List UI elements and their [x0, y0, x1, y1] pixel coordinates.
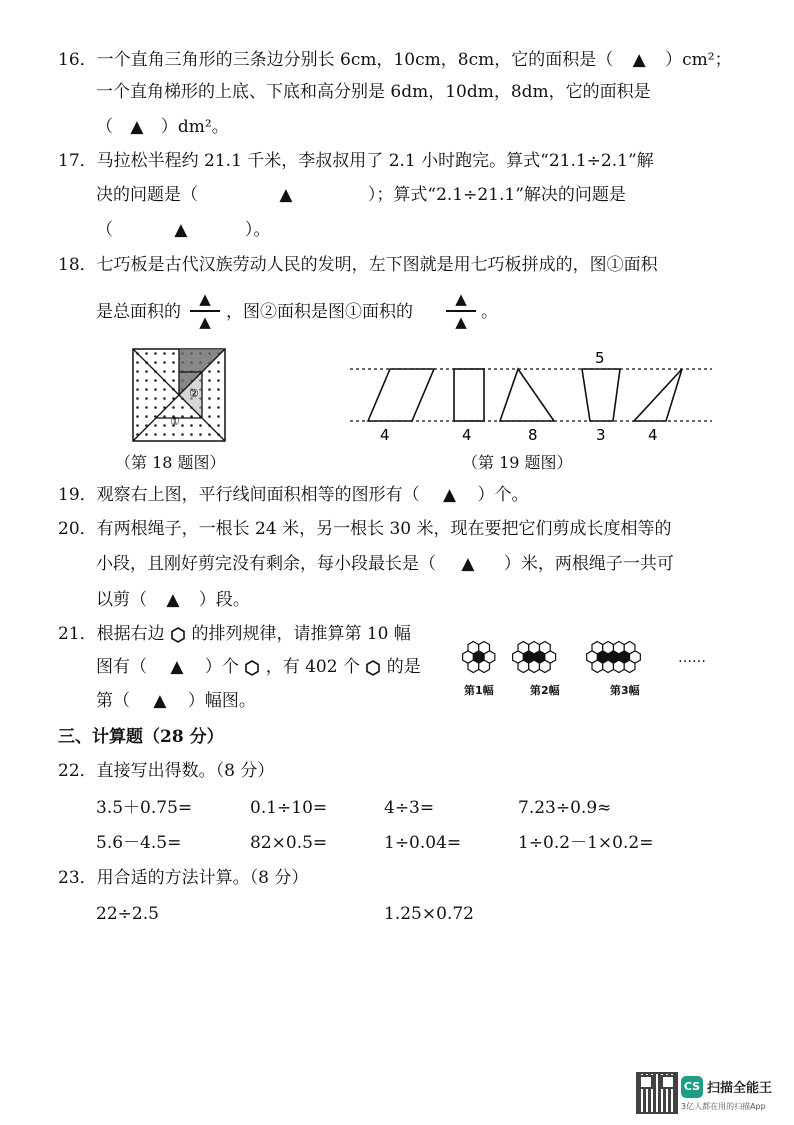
q17-text-2a: 决的问题是（: [96, 185, 198, 205]
answer-blank[interactable]: ▲: [632, 50, 646, 70]
q21-line3: [96, 690, 256, 712]
q20-line1: [58, 518, 672, 540]
q16-line3: [96, 116, 229, 138]
white-hexagon: [529, 642, 540, 654]
q18-text-2a: 是总面积的: [96, 302, 181, 322]
base-label-3: 8: [528, 426, 538, 444]
answer-blank: ▲: [455, 290, 467, 308]
q22-item: 82×0.5=: [250, 833, 328, 853]
white-hexagon: [479, 660, 490, 672]
q16-text-3a: （: [96, 117, 113, 137]
pattern-ellipsis: ……: [678, 650, 706, 666]
white-hexagon: [518, 642, 529, 654]
q19-text-a: 19．观察右上图，平行线间面积相等的图形有（: [58, 485, 420, 505]
base-label-1: 4: [380, 426, 390, 444]
q20-text-1: 20．有两根绳子，一根长 24 米，另一根长 30 米，现在要把它们剪成长度相等的: [58, 519, 672, 539]
answer-blank[interactable]: ▲: [174, 220, 188, 240]
white-hexagon: [518, 660, 529, 672]
answer-blank[interactable]: ▲: [130, 117, 144, 137]
q16-text-1: 16．一个直角三角形的三条边分别长 6cm，10cm，8cm，它的面积是（: [58, 50, 614, 70]
answer-blank[interactable]: ▲: [461, 554, 475, 574]
q22-item: 7.23÷0.9≈: [518, 798, 612, 818]
answer-blank[interactable]: ▲: [166, 590, 180, 610]
white-hexagon: [479, 642, 490, 654]
q16-line1: [58, 49, 732, 71]
q18-line1: [58, 254, 658, 276]
q16-text-3b: ）dm²。: [160, 117, 229, 137]
q22-item: 3.5＋0.75=: [96, 798, 193, 818]
q22-title: 22．直接写出得数。（8 分）: [58, 761, 275, 781]
white-hexagon: [613, 660, 624, 672]
white-hexagon: [592, 642, 603, 654]
q17-line1: [58, 150, 654, 172]
pattern-label-1: 第1幅: [464, 684, 494, 697]
q21-text-2d: 的是: [386, 657, 421, 677]
q17-text-3a: （: [96, 220, 113, 240]
q22-item: 4÷3=: [384, 798, 435, 818]
q20-text-2b: ）米，两根绳子一共可: [503, 554, 674, 574]
q22-item: 1÷0.2－1×0.2=: [518, 833, 654, 853]
footer-app-name: 扫描全能王: [707, 1081, 773, 1096]
q22-item: 0.1÷10=: [250, 798, 328, 818]
white-hexagon: [468, 642, 479, 654]
base-label-5: 4: [648, 426, 658, 444]
q23-item: 1.25×0.72: [384, 904, 474, 924]
hexagon-icon: [244, 660, 260, 676]
fraction-blank-2[interactable]: [446, 291, 476, 331]
section-heading: 三、计算题（28 分）: [58, 727, 224, 747]
q16-text-1b: ）cm²；: [665, 50, 732, 70]
white-hexagon: [613, 642, 624, 654]
q18-text-1: 18．七巧板是古代汉族劳动人民的发明，左下图就是用七巧板拼成的，图①面积: [58, 255, 658, 275]
q23-title: 23．用合适的方法计算。（8 分）: [58, 868, 309, 888]
q22-item: 1÷0.04=: [384, 833, 462, 853]
white-hexagon: [592, 660, 603, 672]
footer-tagline: 3亿人都在用的扫描App: [681, 1102, 766, 1111]
fraction-bar: [190, 310, 220, 312]
white-hexagon: [468, 660, 479, 672]
pattern-label-2: 第2幅: [530, 684, 560, 697]
white-hexagon: [539, 642, 550, 654]
qr-code-icon: [636, 1072, 678, 1114]
tangram-figure: [133, 349, 225, 441]
q21-text-2b: ）个: [204, 657, 239, 677]
q18-text-2c: 。: [481, 302, 498, 322]
q23-item: 22÷2.5: [96, 904, 159, 924]
tangram-label-2: ②: [189, 387, 199, 400]
q21-text-2c: ，有 402 个: [265, 657, 360, 677]
q19-line: [58, 484, 529, 506]
hexagon-icon: [365, 660, 381, 676]
q21-line1: [58, 623, 411, 645]
q18-text-2b: ，图②面积是图①面积的: [226, 302, 413, 322]
white-hexagon: [603, 660, 614, 672]
answer-blank: ▲: [199, 290, 211, 308]
white-hexagon: [624, 660, 635, 672]
q20-text-2a: 小段，且刚好剪完没有剩余，每小段最长是（: [96, 554, 436, 574]
q21-text-3b: ）幅图。: [187, 691, 256, 711]
q21-line2: [96, 656, 421, 678]
pattern-label-3: 第3幅: [610, 684, 640, 697]
fig18-caption: （第 18 题图）: [115, 453, 226, 472]
q20-text-3b: ）段。: [198, 590, 250, 610]
q21-text-3a: 第（: [96, 691, 130, 711]
hexagon-icon: [170, 627, 186, 643]
q16-line2: [96, 81, 651, 103]
answer-blank: ▲: [455, 312, 467, 331]
white-hexagon: [539, 660, 550, 672]
fraction-blank-1[interactable]: [190, 291, 220, 331]
base-label-2: 4: [462, 426, 472, 444]
camscanner-logo: CS: [681, 1076, 703, 1098]
tangram-label-1: ①: [170, 415, 180, 428]
q20-line2: [96, 553, 674, 575]
white-hexagon: [529, 660, 540, 672]
q16-text-2: 一个直角梯形的上底、下底和高分别是 6dm，10dm，8dm，它的面积是: [96, 82, 651, 102]
q20-text-3a: 以剪（: [96, 590, 147, 610]
q22-item: 5.6－4.5=: [96, 833, 182, 853]
white-hexagon: [603, 642, 614, 654]
q20-line3: [96, 589, 250, 611]
top-base-label: 5: [595, 349, 605, 367]
base-label-4: 3: [596, 426, 606, 444]
q21-text-2a: 图有（: [96, 657, 147, 677]
q17-text-2b: ）；算式“2.1÷21.1”解决的问题是: [367, 185, 626, 205]
q21-text-1b: 的排列规律，请推算第 10 幅: [191, 624, 411, 644]
q17-text-3b: ）。: [244, 220, 271, 240]
fig19-caption: （第 19 题图）: [462, 453, 573, 472]
fraction-bar: [446, 310, 476, 312]
q21-text-1a: 21．根据右边: [58, 624, 165, 644]
white-hexagon: [624, 642, 635, 654]
q17-line3: [96, 219, 270, 241]
answer-blank[interactable]: ▲: [443, 485, 457, 505]
parallel-shapes-figure: [350, 345, 715, 445]
answer-blank[interactable]: ▲: [153, 691, 167, 711]
q17-text-1: 17．马拉松半程约 21.1 千米，李叔叔用了 2.1 小时跑完。算式“21.1÷2.1”解: [58, 151, 654, 171]
answer-blank[interactable]: ▲: [170, 657, 184, 677]
q19-text-b: ）个。: [477, 485, 529, 505]
answer-blank: ▲: [199, 312, 211, 331]
hexagon-pattern-figure: [460, 636, 710, 678]
q17-line2: [96, 184, 626, 206]
answer-blank[interactable]: ▲: [279, 185, 293, 205]
